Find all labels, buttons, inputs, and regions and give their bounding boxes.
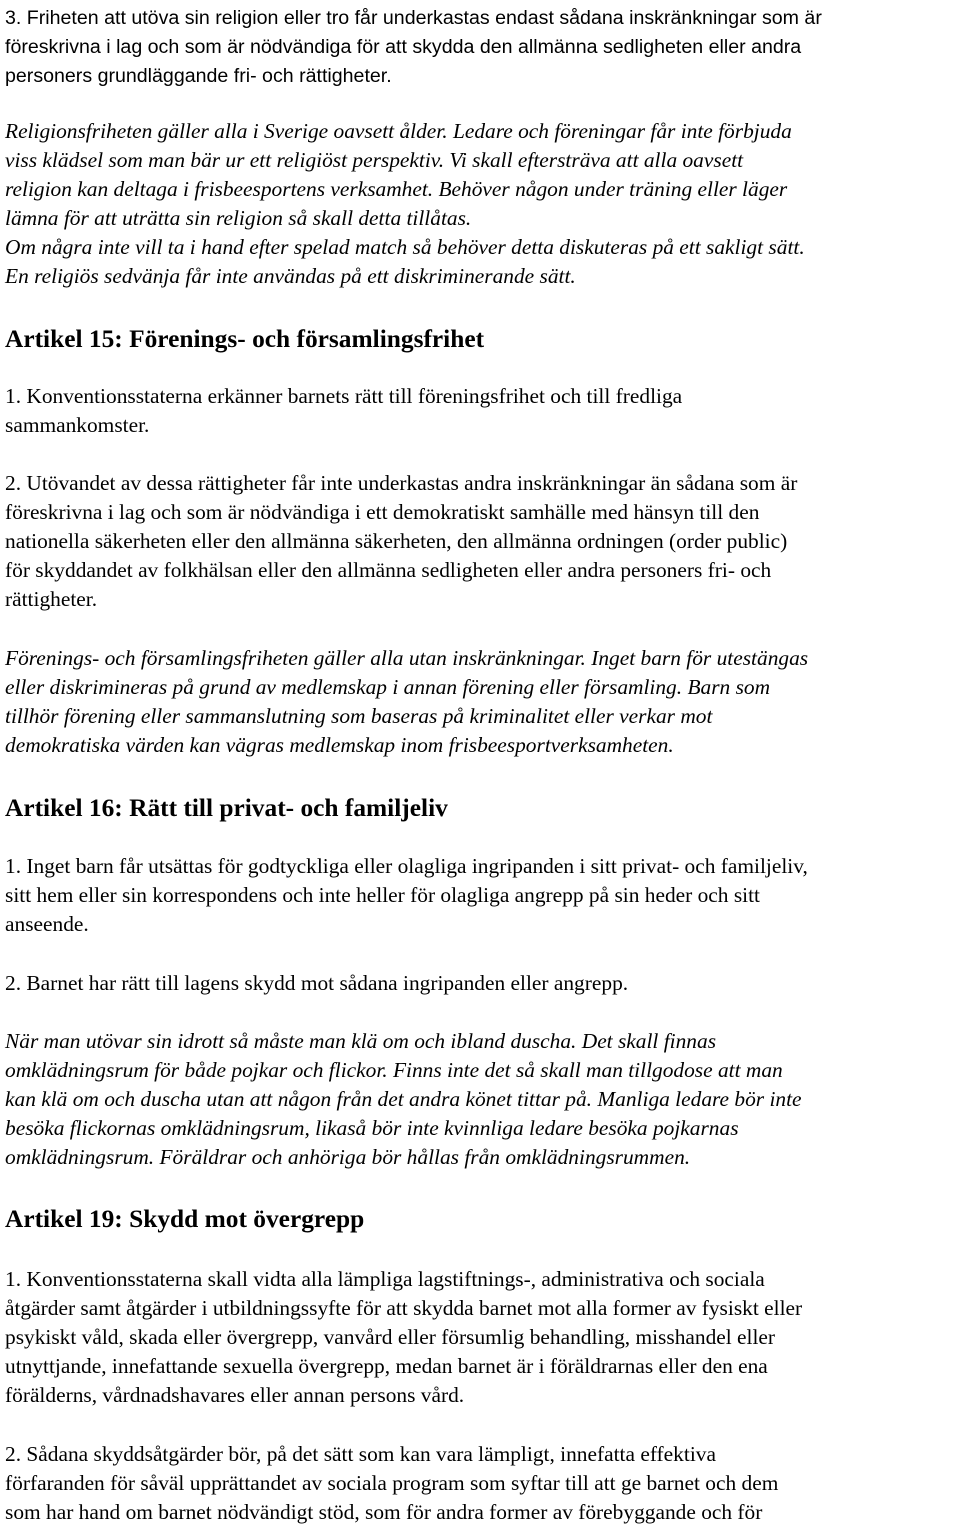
text-line: Religionsfriheten gäller alla i Sverige oavsett ålder. Ledare och föreningar får inte förbjuda [5, 119, 792, 143]
text-line: rättigheter. [5, 587, 98, 612]
text-line: som har hand om barnet nödvändigt stöd, som för andra former av förebyggande och för [5, 1500, 763, 1525]
text-line: tillhör förening eller sammanslutning som baseras på kriminalitet eller verkar mot [5, 704, 713, 729]
text-line: Artikel 15: Förenings- och församlingsfrihet [5, 325, 485, 353]
paragraph-article15-1 [5, 382, 682, 440]
paragraph-article16-1 [5, 852, 808, 939]
text-line: omklädningsrum för både pojkar och flickor. Finns inte det så skall man tillgodose att man [5, 1058, 783, 1083]
paragraph-article15-2 [5, 469, 797, 614]
paragraph-article19-1 [5, 1265, 802, 1410]
text-line: förfaranden för såväl upprättandet av sociala program som syftar till att ge barnet och dem [5, 1471, 779, 1496]
text-line: 2. Sådana skyddsåtgärder bör, på det sätt som kan vara lämpligt, innefatta effektiva [5, 1442, 716, 1466]
text-line: 1. Inget barn får utsättas för godtyckliga eller olagliga ingripanden i sitt privat- och familjeliv, [5, 854, 808, 878]
text-line: utnyttjande, innefattande sexuella övergrepp, medan barnet är i föräldrarnas eller den ena [5, 1354, 768, 1379]
comment-article15 [5, 644, 808, 760]
text-line: 1. Konventionsstaterna erkänner barnets rätt till föreningsfrihet och till fredliga [5, 384, 683, 408]
text-line: för skyddandet av folkhälsan eller den allmänna sedligheten eller andra personers fri- och [5, 558, 772, 583]
heading-article15 [5, 323, 484, 355]
text-line: sitt hem eller sin korrespondens och inte heller för olagliga angrepp på sin heder och sitt [5, 883, 760, 908]
text-line: viss klädsel som man bär ur ett religiöst perspektiv. Vi skall eftersträva att alla oavsett [5, 148, 744, 173]
paragraph-article14-3 [5, 4, 822, 92]
text-line: Om några inte vill ta i hand efter spelad match så behöver detta diskuteras på ett sakligt sätt. [5, 235, 805, 260]
comment-article14 [5, 117, 805, 292]
text-line: 2. Barnet har rätt till lagens skydd mot sådana ingripanden eller angrepp. [5, 971, 629, 995]
text-line: Artikel 19: Skydd mot övergrepp [5, 1205, 365, 1233]
text-line: nationella säkerheten eller den allmänna säkerheten, den allmänna ordningen (order public) [5, 529, 788, 554]
paragraph-article16-2 [5, 969, 628, 998]
text-line: åtgärder samt åtgärder i utbildningssyfte för att skydda barnet mot alla former av fysiskt eller [5, 1296, 803, 1321]
text-line: föreskrivna i lag och som är nödvändiga för att skydda den allmänna sedligheten eller andra [5, 36, 802, 59]
text-line: 3. Friheten att utöva sin religion eller tro får underkastas endast sådana inskränkningar som är [5, 7, 822, 29]
heading-article16 [5, 792, 448, 824]
text-line: lämna för att uträtta sin religion så skall detta tillåtas. [5, 206, 472, 231]
text-line: När man utövar sin idrott så måste man klä om och ibland duscha. Det skall finnas [5, 1029, 717, 1053]
text-line: sammankomster. [5, 413, 150, 438]
text-line: förälderns, vårdnadshavares eller annan persons vård. [5, 1383, 465, 1408]
text-line: personers grundläggande fri- och rättigheter. [5, 65, 392, 88]
heading-article19 [5, 1203, 364, 1235]
text-line: anseende. [5, 912, 89, 937]
text-line: demokratiska värden kan vägras medlemskap inom frisbeesportverksamheten. [5, 733, 674, 758]
text-line: omklädningsrum. Föräldrar och anhöriga bör hållas från omklädningsrummen. [5, 1145, 691, 1170]
text-line: eller diskrimineras på grund av medlemskap i annan förening eller församling. Barn som [5, 675, 771, 700]
text-line: kan klä om och duscha utan att någon från det andra könet tittar på. Manliga ledare bör inte [5, 1087, 802, 1112]
paragraph-article19-2 [5, 1440, 778, 1527]
text-line: religion kan deltaga i frisbeesportens verksamhet. Behöver någon under träning eller läger [5, 177, 788, 202]
text-line: En religiös sedvänja får inte användas på ett diskriminerande sätt. [5, 264, 576, 289]
text-line: 1. Konventionsstaterna skall vidta alla lämpliga lagstiftnings-, administrativa och sociala [5, 1267, 765, 1291]
text-line: föreskrivna i lag och som är nödvändiga i ett demokratiskt samhälle med hänsyn till den [5, 500, 760, 525]
text-line: Förenings- och församlingsfriheten gäller alla utan inskränkningar. Inget barn för utestängas [5, 646, 809, 670]
text-line: besöka flickornas omklädningsrum, likaså bör inte kvinnliga ledare besöka pojkarnas [5, 1116, 739, 1141]
text-line: Artikel 16: Rätt till privat- och familjeliv [5, 794, 448, 822]
comment-article16 [5, 1027, 802, 1172]
text-line: 2. Utövandet av dessa rättigheter får inte underkastas andra inskränkningar än sådana som är [5, 471, 798, 495]
text-line: psykiskt våld, skada eller övergrepp, vanvård eller försumlig behandling, misshandel eller [5, 1325, 776, 1350]
